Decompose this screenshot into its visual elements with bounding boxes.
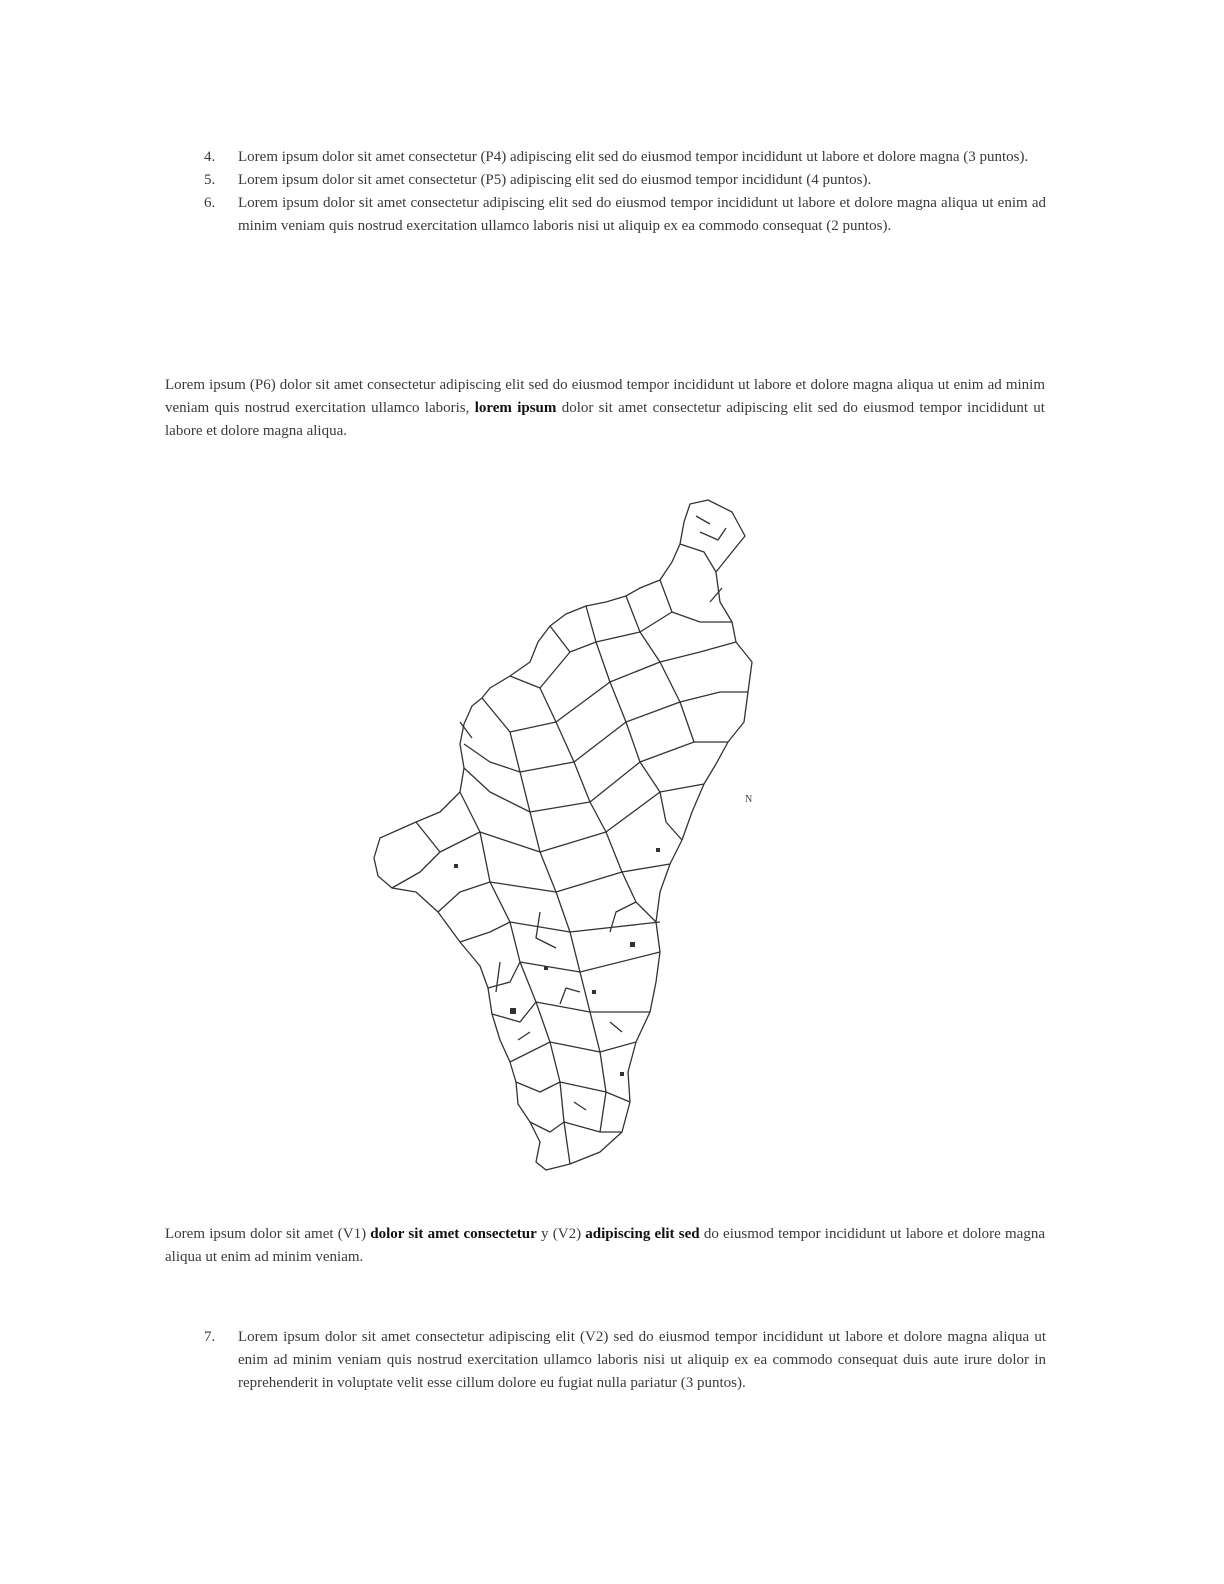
list-item: [198, 169, 1046, 192]
paragraph-text: Lorem ipsum (P6) dolor sit amet consectetur adipiscing elit sed do eiusmod tempor incididunt ut labore et dolore magna aliqua ut enim ad minim veniam quis nostrud exercitation ullamco laboris,: [165, 377, 1045, 416]
map-outline: [374, 500, 752, 1170]
paragraph-bold-text: lorem ipsum: [474, 400, 557, 416]
list-item: [198, 192, 1046, 238]
list-item-text: Lorem ipsum dolor sit amet consectetur adipiscing elit sed do eiusmod tempor incididunt ut labore et dolore magna aliqua ut enim ad minim veniam quis nostrud exercitation ullamco laboris nisi ut aliquip ex ea commodo consequat (2 puntos).: [238, 195, 1046, 234]
list-item-number: 6.: [204, 195, 216, 211]
list-item-text: Lorem ipsum dolor sit amet consectetur adipiscing elit (V2) sed do eiusmod tempor incididunt ut labore et dolore magna aliqua ut enim ad minim veniam quis nostrud exercitation ullamco laboris nisi ut aliquip ex ea commodo consequat duis aute irure dolor in reprehenderit in voluptate velit esse cillum dolore eu fugiat nulla pariatur (3 puntos).: [238, 1329, 1046, 1391]
numbered-list-top: [198, 146, 1046, 238]
list-item-number: 7.: [204, 1329, 216, 1345]
variable-v2-label: adipiscing elit sed: [585, 1226, 700, 1242]
numbered-list-bottom: [198, 1326, 1046, 1395]
paragraph-text: dolor sit amet consectetur adipiscing elit sed do eiusmod tempor incididunt ut labore et dolore magna aliqua.: [165, 400, 1045, 439]
list-item-number: 5.: [204, 172, 216, 188]
intro-paragraph: [165, 374, 1045, 443]
list-item-text: Lorem ipsum dolor sit amet consectetur (P4) adipiscing elit sed do eiusmod tempor incididunt ut labore et dolore magna (3 puntos).: [238, 149, 1029, 165]
variables-paragraph: [165, 1223, 1045, 1269]
census-sector-map: [360, 492, 780, 1182]
paragraph-text: Lorem ipsum dolor sit amet (V1): [165, 1226, 371, 1242]
list-item-text: Lorem ipsum dolor sit amet consectetur (P5) adipiscing elit sed do eiusmod tempor incididunt (4 puntos).: [238, 172, 872, 188]
list-item: [198, 146, 1046, 169]
map-label: N: [745, 794, 753, 805]
paragraph-text: y (V2): [536, 1226, 586, 1242]
variable-v1-label: dolor sit amet consectetur: [370, 1226, 537, 1242]
list-item: [198, 1326, 1046, 1395]
list-item-number: 4.: [204, 149, 216, 165]
paragraph-text: do eiusmod tempor incididunt ut labore et dolore magna aliqua ut enim ad minim veniam.: [165, 1226, 1045, 1265]
